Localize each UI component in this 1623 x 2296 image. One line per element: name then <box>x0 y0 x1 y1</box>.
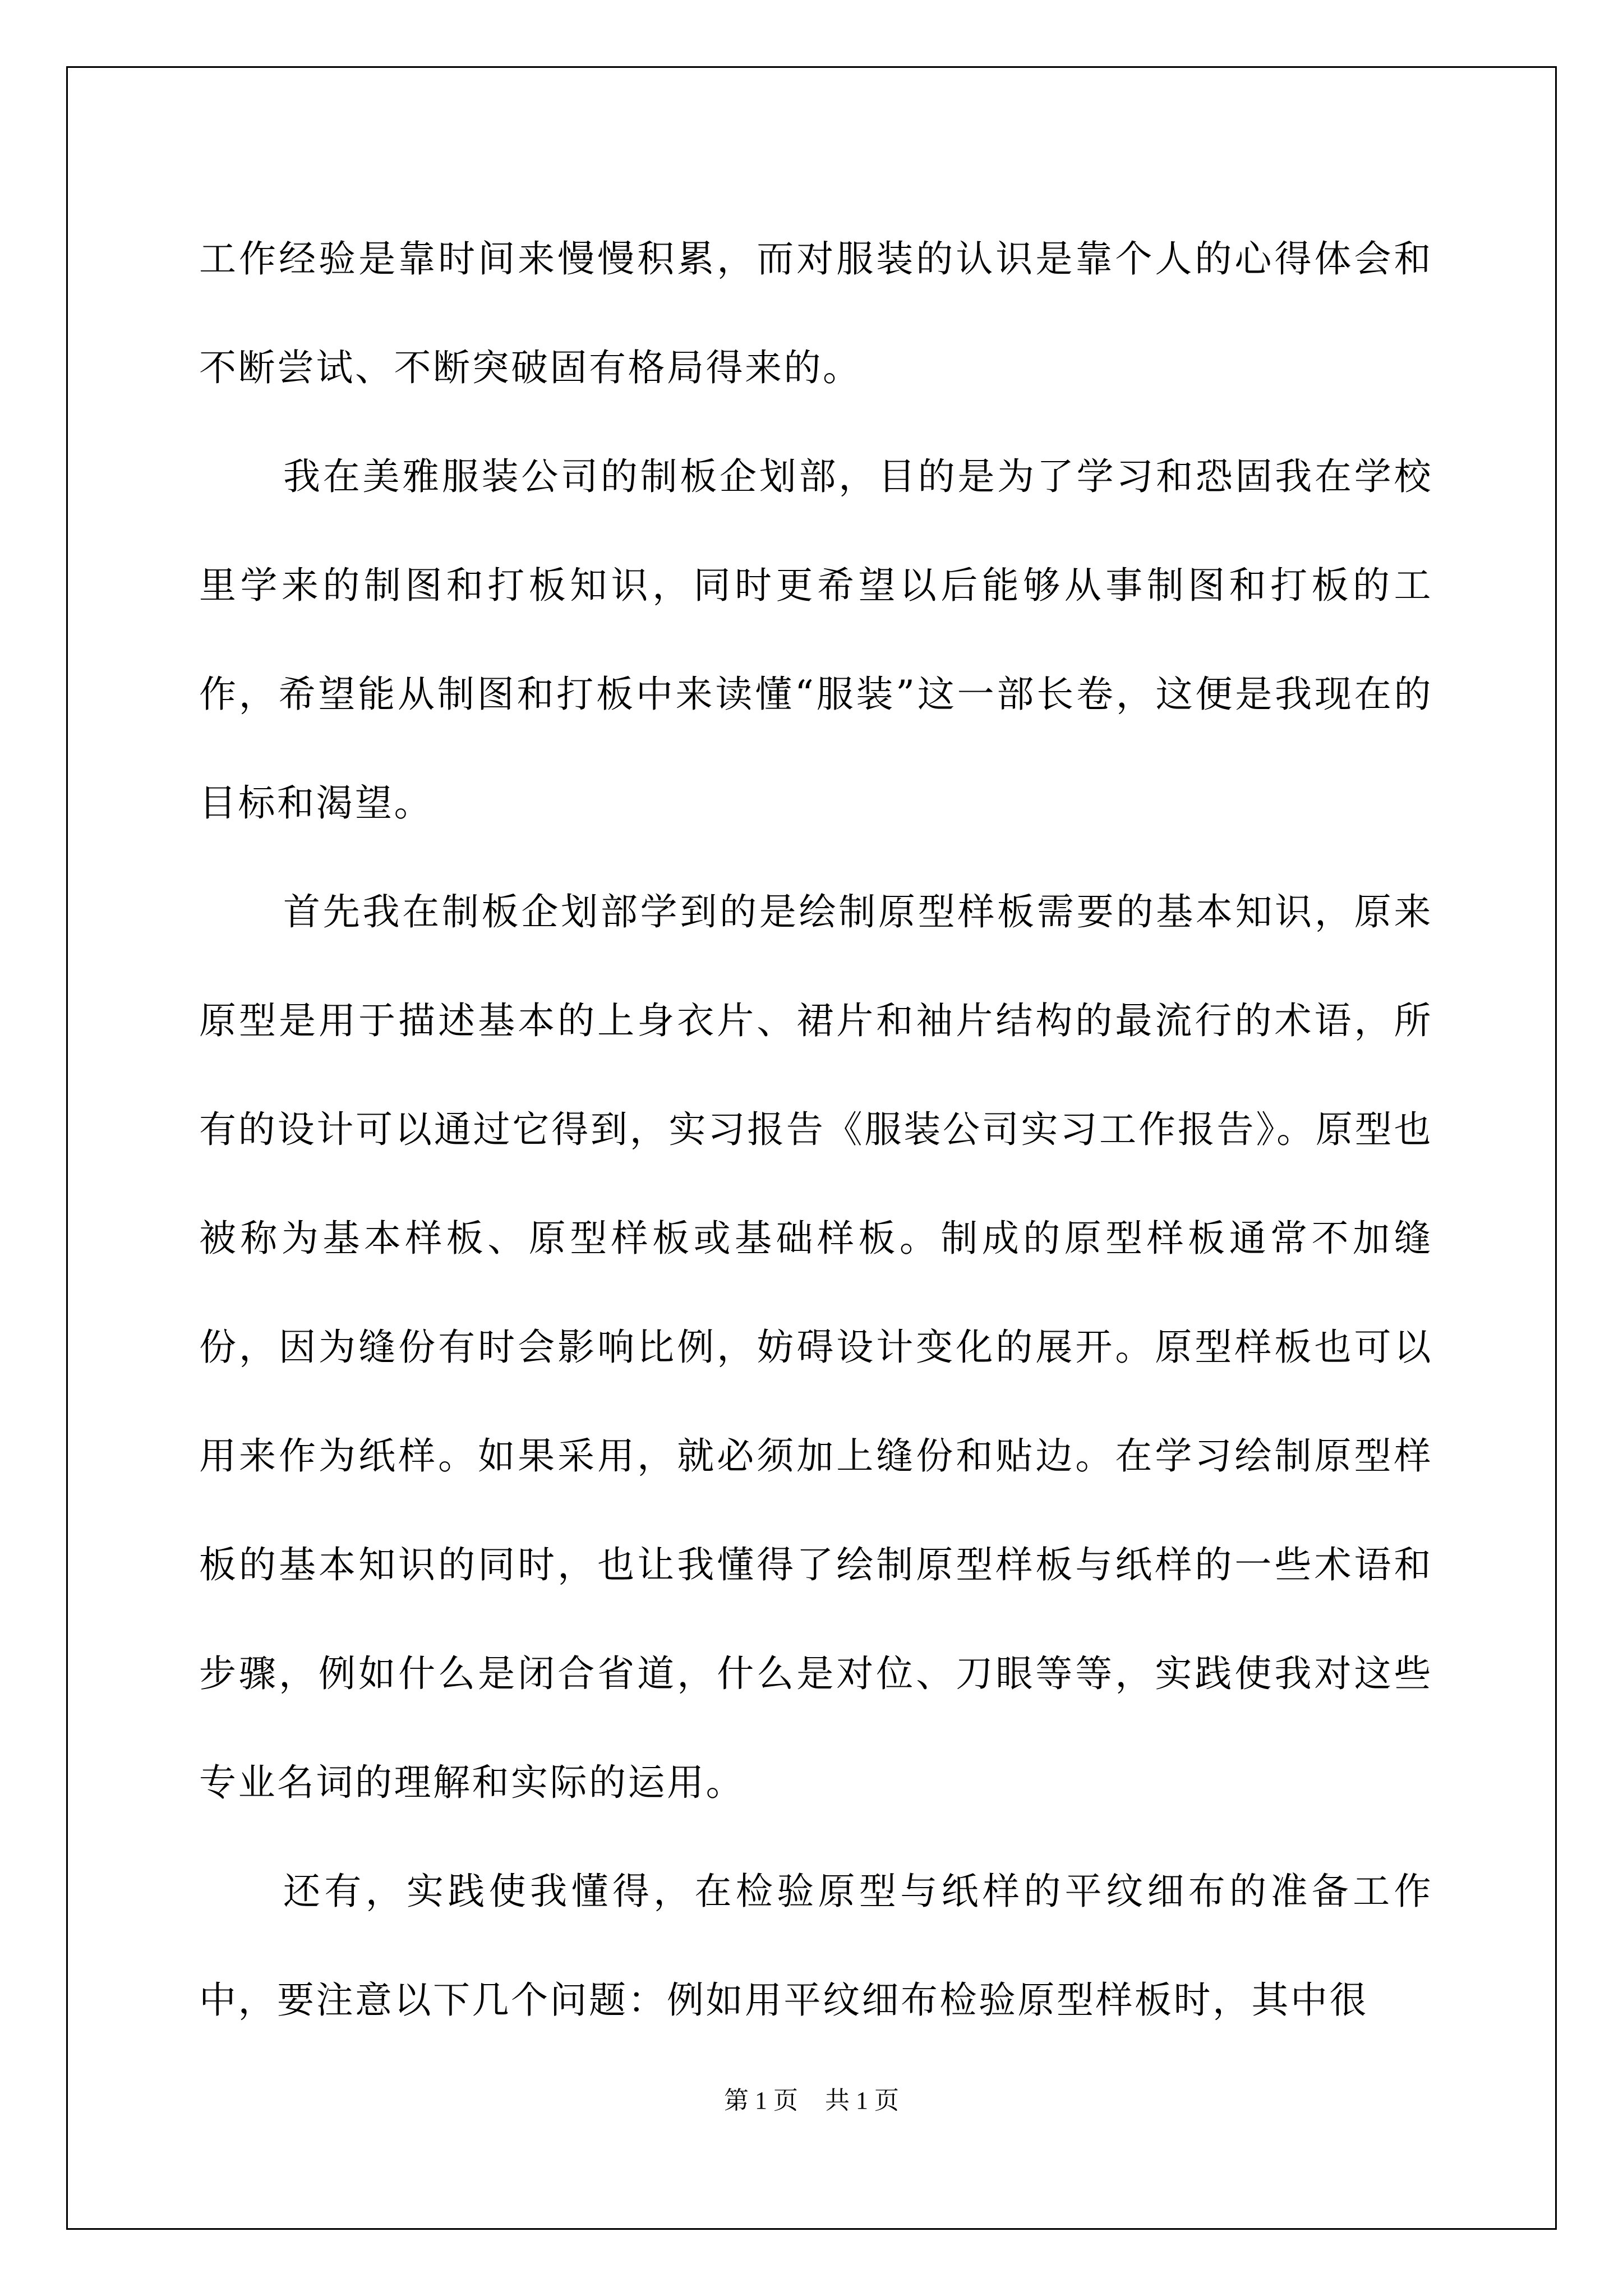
paragraph-3: 首先我在制板企划部学到的是绘制原型样板需要的基本知识，原来原型是用于描述基本的上身衣片、裙片和袖片结构的最流行的术语，所有的设计可以通过它得到，实习报告《服装公司实习工作报告》。原型也被称为基本样板、原型样板或基础样板。制成的原型样板通常不加缝份，因为缝份有时会影响比例，妨碍设计变化的展开。原型样板也可以用来作为纸样。如果采用，就必须加上缝份和贴边。在学习绘制原型样板的基本知识的同时，也让我懂得了绘制原型样板与纸样的一些术语和步骤，例如什么是闭合省道，什么是对位、刀眼等等，实践使我对这些专业名词的理解和实际的运用。 <box>199 890 1433 1804</box>
page-footer <box>0 2084 1623 2118</box>
page-total: 共 1 页 <box>825 2087 899 2114</box>
paragraph-1: 工作经验是靠时间来慢慢积累，而对服装的认识是靠个人的心得体会和不断尝试、不断突破固有格局得来的。 <box>199 237 1433 389</box>
paragraph-4: 还有，实践使我懂得，在检验原型与纸样的平纹细布的准备工作中，要注意以下几个问题：例如用平纹细布检验原型样板时，其中很 <box>199 1870 1433 2022</box>
paragraph-2: 我在美雅服装公司的制板企划部，目的是为了学习和恐固我在学校里学来的制图和打板知识，同时更希望以后能够从事制图和打板的工作，希望能从制图和打板中来读懂“服装”这一部长卷，这便是我现在的目标和渴望。 <box>199 455 1433 825</box>
document-body <box>199 205 1433 2055</box>
page-number: 第 1 页 <box>724 2087 798 2114</box>
